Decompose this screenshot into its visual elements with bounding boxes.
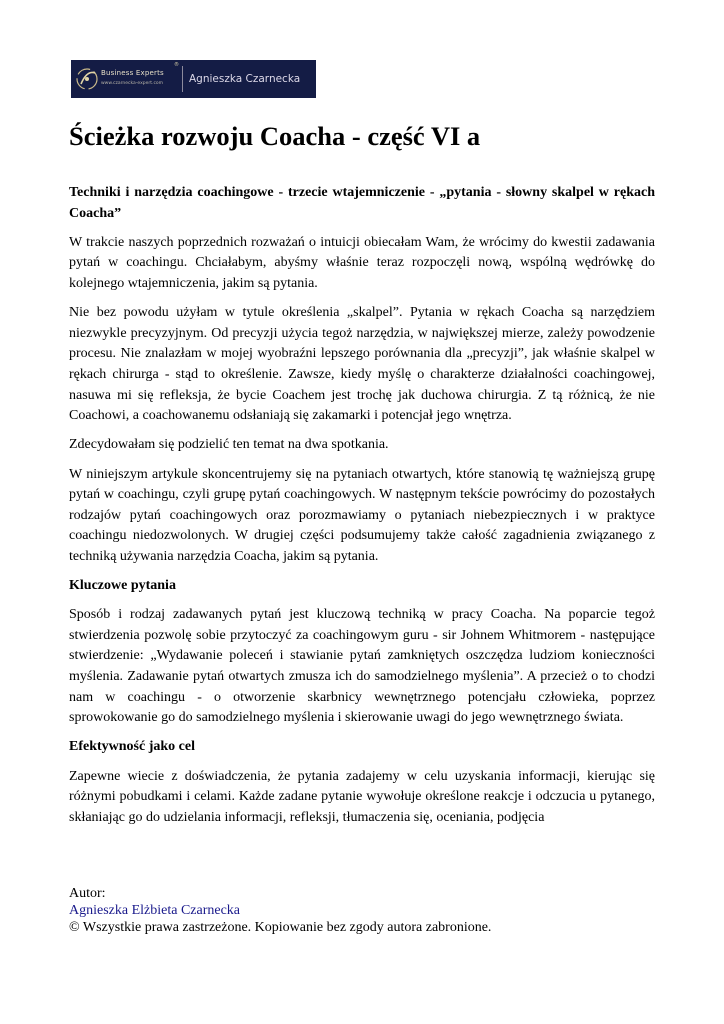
paragraph-effectiveness: Zapewne wiecie z doświadczenia, że pytania zadajemy w celu uzyskania informacji, kierując się różnymi pobudkami i celami. Każde zadane pytanie wywołuje określone reakcje i odczucia u pytanego, skłaniając go do udzielania informacji, refleksji, tłumaczenia się, oceniania, podjęcia	[69, 768, 655, 825]
copyright-notice: © Wszystkie prawa zastrzeżone. Kopiowanie bez zgody autora zabronione.	[69, 920, 492, 935]
author-label: Autor:	[69, 886, 106, 901]
logo-url-text: www.czarnecka-expert.com	[101, 81, 164, 86]
company-logo	[71, 60, 316, 98]
section-heading-effectiveness: Efektywność jako cel	[69, 739, 195, 755]
logo-divider	[182, 66, 183, 92]
logo-author-name: Agnieszka Czarnecka	[189, 73, 301, 85]
logo-brand-text: Business Experts	[101, 69, 164, 77]
compass-swirl-logo-icon	[71, 60, 101, 98]
paragraph-key-questions: Sposób i rodzaj zadawanych pytań jest kluczową techniką w pracy Coacha. Na poparcie tegoż stwierdzenia pozwolę sobie przytoczyć za coachingowym guru - sir Johnem Whitmorem - następujące stwierdzenie: „Wydawanie poleceń i stawianie pytań zamkniętych oszczędza ludziom konieczności myślenia. Zadawanie pytań otwartych zmusza ich do samodzielnego myślenia”. A przecież o to chodzi nam w coachingu - o otworzenie skarbnicy wewnętrznego potencjału człowieka, poprzez sprowokowanie go do samodzielnego myślenia i skierowanie uwagi do jego wewnętrznego świata.	[69, 607, 655, 726]
registered-mark: ®	[174, 62, 179, 68]
paragraph-open-questions: W niniejszym artykule skoncentrujemy się na pytaniach otwartych, które stanowią tę ważniejszą grupę pytań w coachingu, czyli grupę pytań coachingowych. W następnym tekście powrócimy do pozostałych rodzajów pytań coachingowych oraz porozmawiamy o pytaniach niebezpiecznych i w praktyce coachingu niedozwolonych. W drugiej części podsumujemy także całość zagadnienia związanego z techniką używania narzędzia Coacha, jakim są pytania.	[69, 466, 655, 564]
article-subtitle: Techniki i narzędzia coachingowe - trzecie wtajemniczenie - „pytania - słowny skalpel w rękach Coacha”	[69, 185, 655, 221]
paragraph-scalpel: Nie bez powodu użyłam w tytule określenia „skalpel”. Pytania w rękach Coacha są narzędziem niezwykle precyzyjnym. Od precyzji użycia tegoż narzędzia, w największej mierze, zależy powodzenie procesu. Nie znalazłam w mojej wyobraźni lepszego porównania dla „precyzji”, jak właśnie skalpel w rękach chirurga - stąd to określenie. Zawsze, kiedy myślę o charakterze działalności coachingowej, nasuwa mi się refleksja, że bycie Coachem jest trochę jak duchowa chirurgia. Z tą różnicą, że nie Coachowi, a coachowanemu odsłaniają się zakamarki i potencjał jego wnętrza.	[69, 305, 655, 424]
section-heading-key-questions: Kluczowe pytania	[69, 578, 176, 594]
article-footer	[69, 885, 655, 936]
author-link[interactable]: Agnieszka Elżbieta Czarnecka	[69, 903, 241, 918]
article-body	[69, 183, 655, 858]
paragraph-two-meetings: Zdecydowałam się podzielić ten temat na dwa spotkania.	[69, 437, 389, 453]
paragraph-intro: W trakcie naszych poprzednich rozważań o intuicji obiecałam Wam, że wrócimy do kwestii zadawania pytań w coachingu. Chciałabym, abyśmy właśnie teraz rozpoczęli nową, wspólną wędrówkę do kolejnego wtajemniczenia, jakim są pytania.	[69, 234, 655, 291]
page-title: Ścieżka rozwoju Coacha - część VI a	[69, 121, 481, 151]
